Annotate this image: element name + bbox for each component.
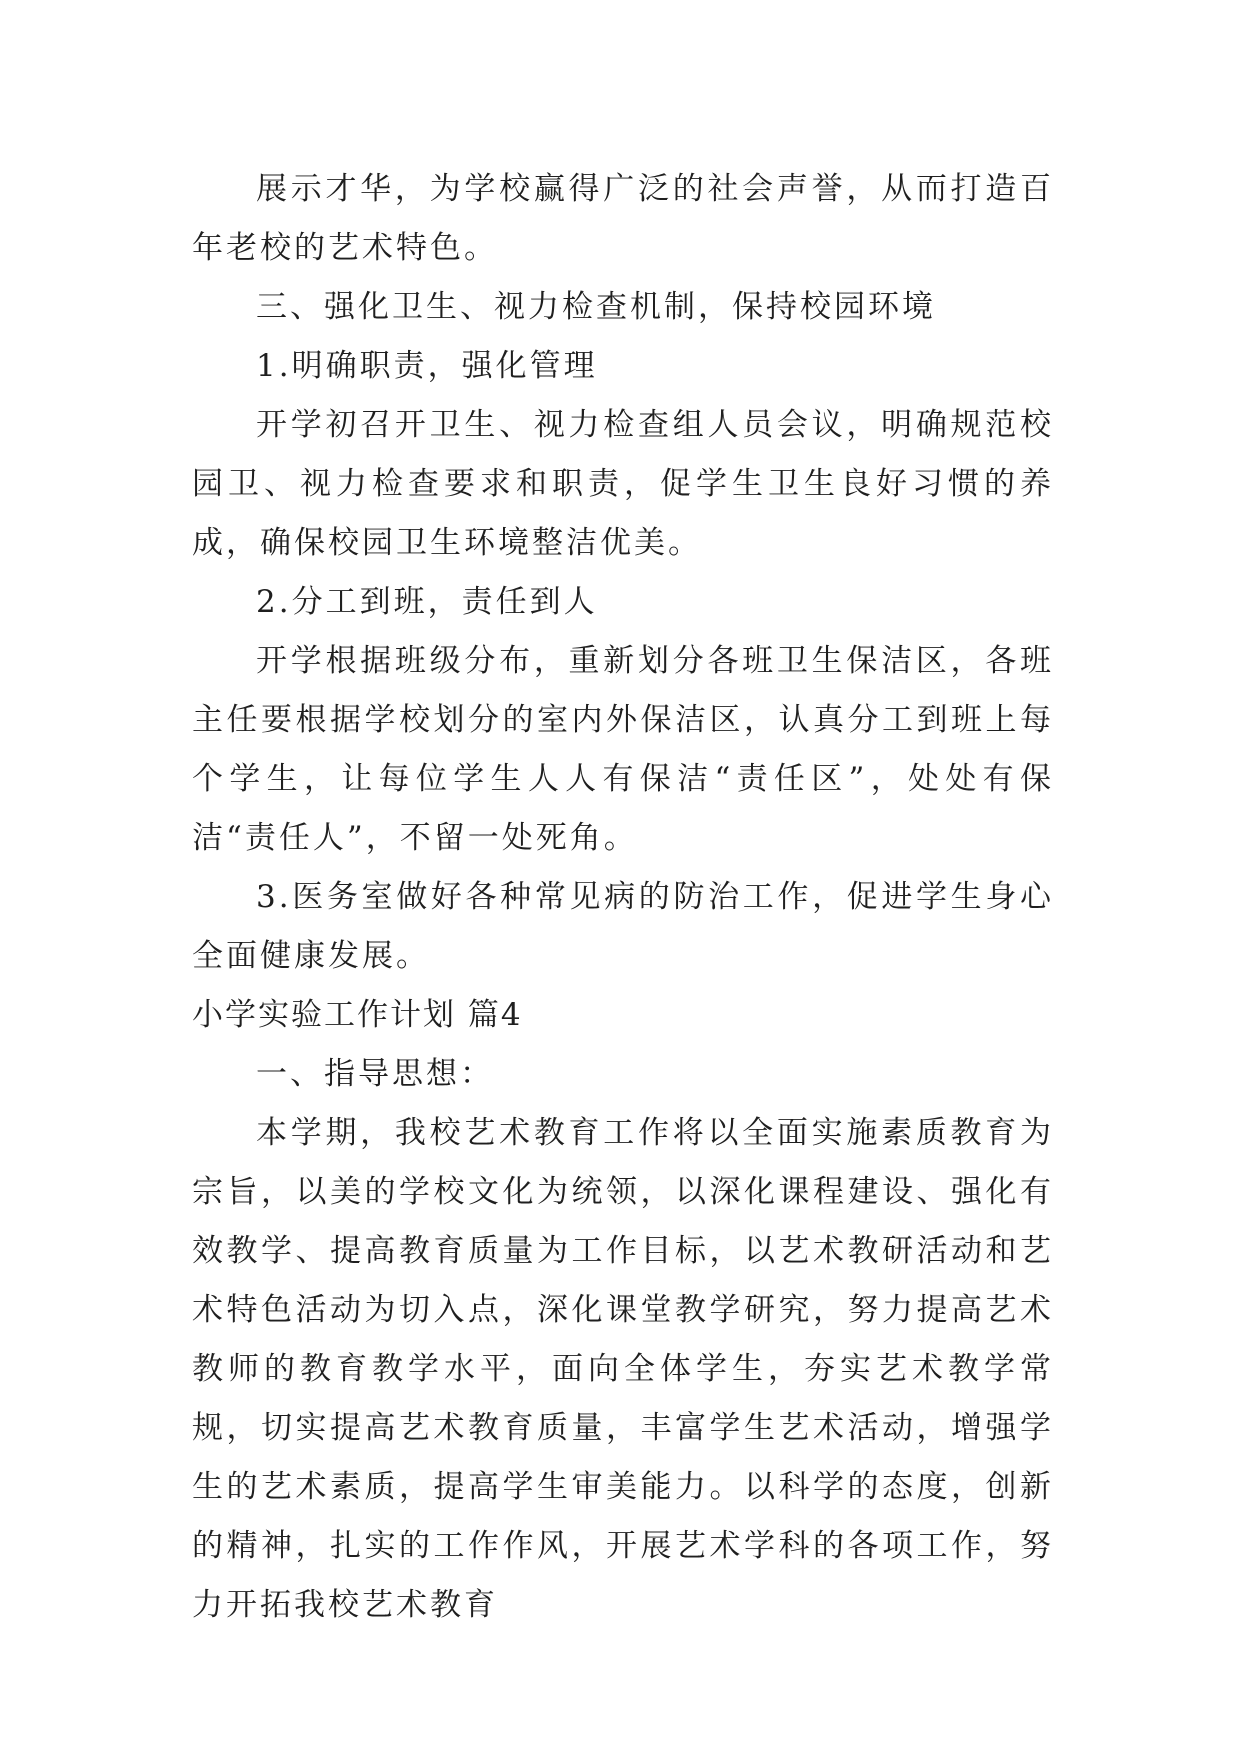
document-body bbox=[192, 160, 1054, 1635]
section-heading-hygiene: 三、强化卫生、视力检查机制，保持校园环境 bbox=[256, 289, 936, 325]
paragraph-cleaning-areas: 开学根据班级分布，重新划分各班卫生保洁区，各班主任要根据学校划分的室内外保洁区，认真分工到班上每个学生，让每位学生人人有保洁“责任区”，处处有保洁“责任人”，不留一处死角。 bbox=[192, 643, 1054, 856]
paragraph-art-education: 本学期，我校艺术教育工作将以全面实施素质教育为宗旨，以美的学校文化为统领，以深化课程建设、强化有效教学、提高教育质量为工作目标，以艺术教研活动和艺术特色活动为切入点，深化课堂教学研究，努力提高艺术教师的教育教学水平，面向全体学生，夯实艺术教学常规，切实提高艺术教育质量，丰富学生艺术活动，增强学生的艺术素质，提高学生审美能力。以科学的态度，创新的精神，扎实的工作作风，开展艺术学科的各项工作，努力开拓我校艺术教育 bbox=[192, 1115, 1054, 1623]
section-heading-guiding-thought: 一、指导思想： bbox=[256, 1056, 494, 1092]
paragraph-clinic: 3.医务室做好各种常见病的防治工作，促进学生身心全面健康发展。 bbox=[192, 879, 1054, 974]
paragraph-continuation: 展示才华，为学校赢得广泛的社会声誉，从而打造百年老校的艺术特色。 bbox=[192, 171, 1054, 266]
subheading-division: 2.分工到班，责任到人 bbox=[256, 584, 598, 620]
subheading-responsibilities: 1.明确职责，强化管理 bbox=[256, 348, 598, 384]
article-title: 小学实验工作计划 篇4 bbox=[192, 997, 523, 1033]
paragraph-meeting: 开学初召开卫生、视力检查组人员会议，明确规范校园卫、视力检查要求和职责，促学生卫生良好习惯的养成，确保校园卫生环境整洁优美。 bbox=[192, 407, 1054, 561]
